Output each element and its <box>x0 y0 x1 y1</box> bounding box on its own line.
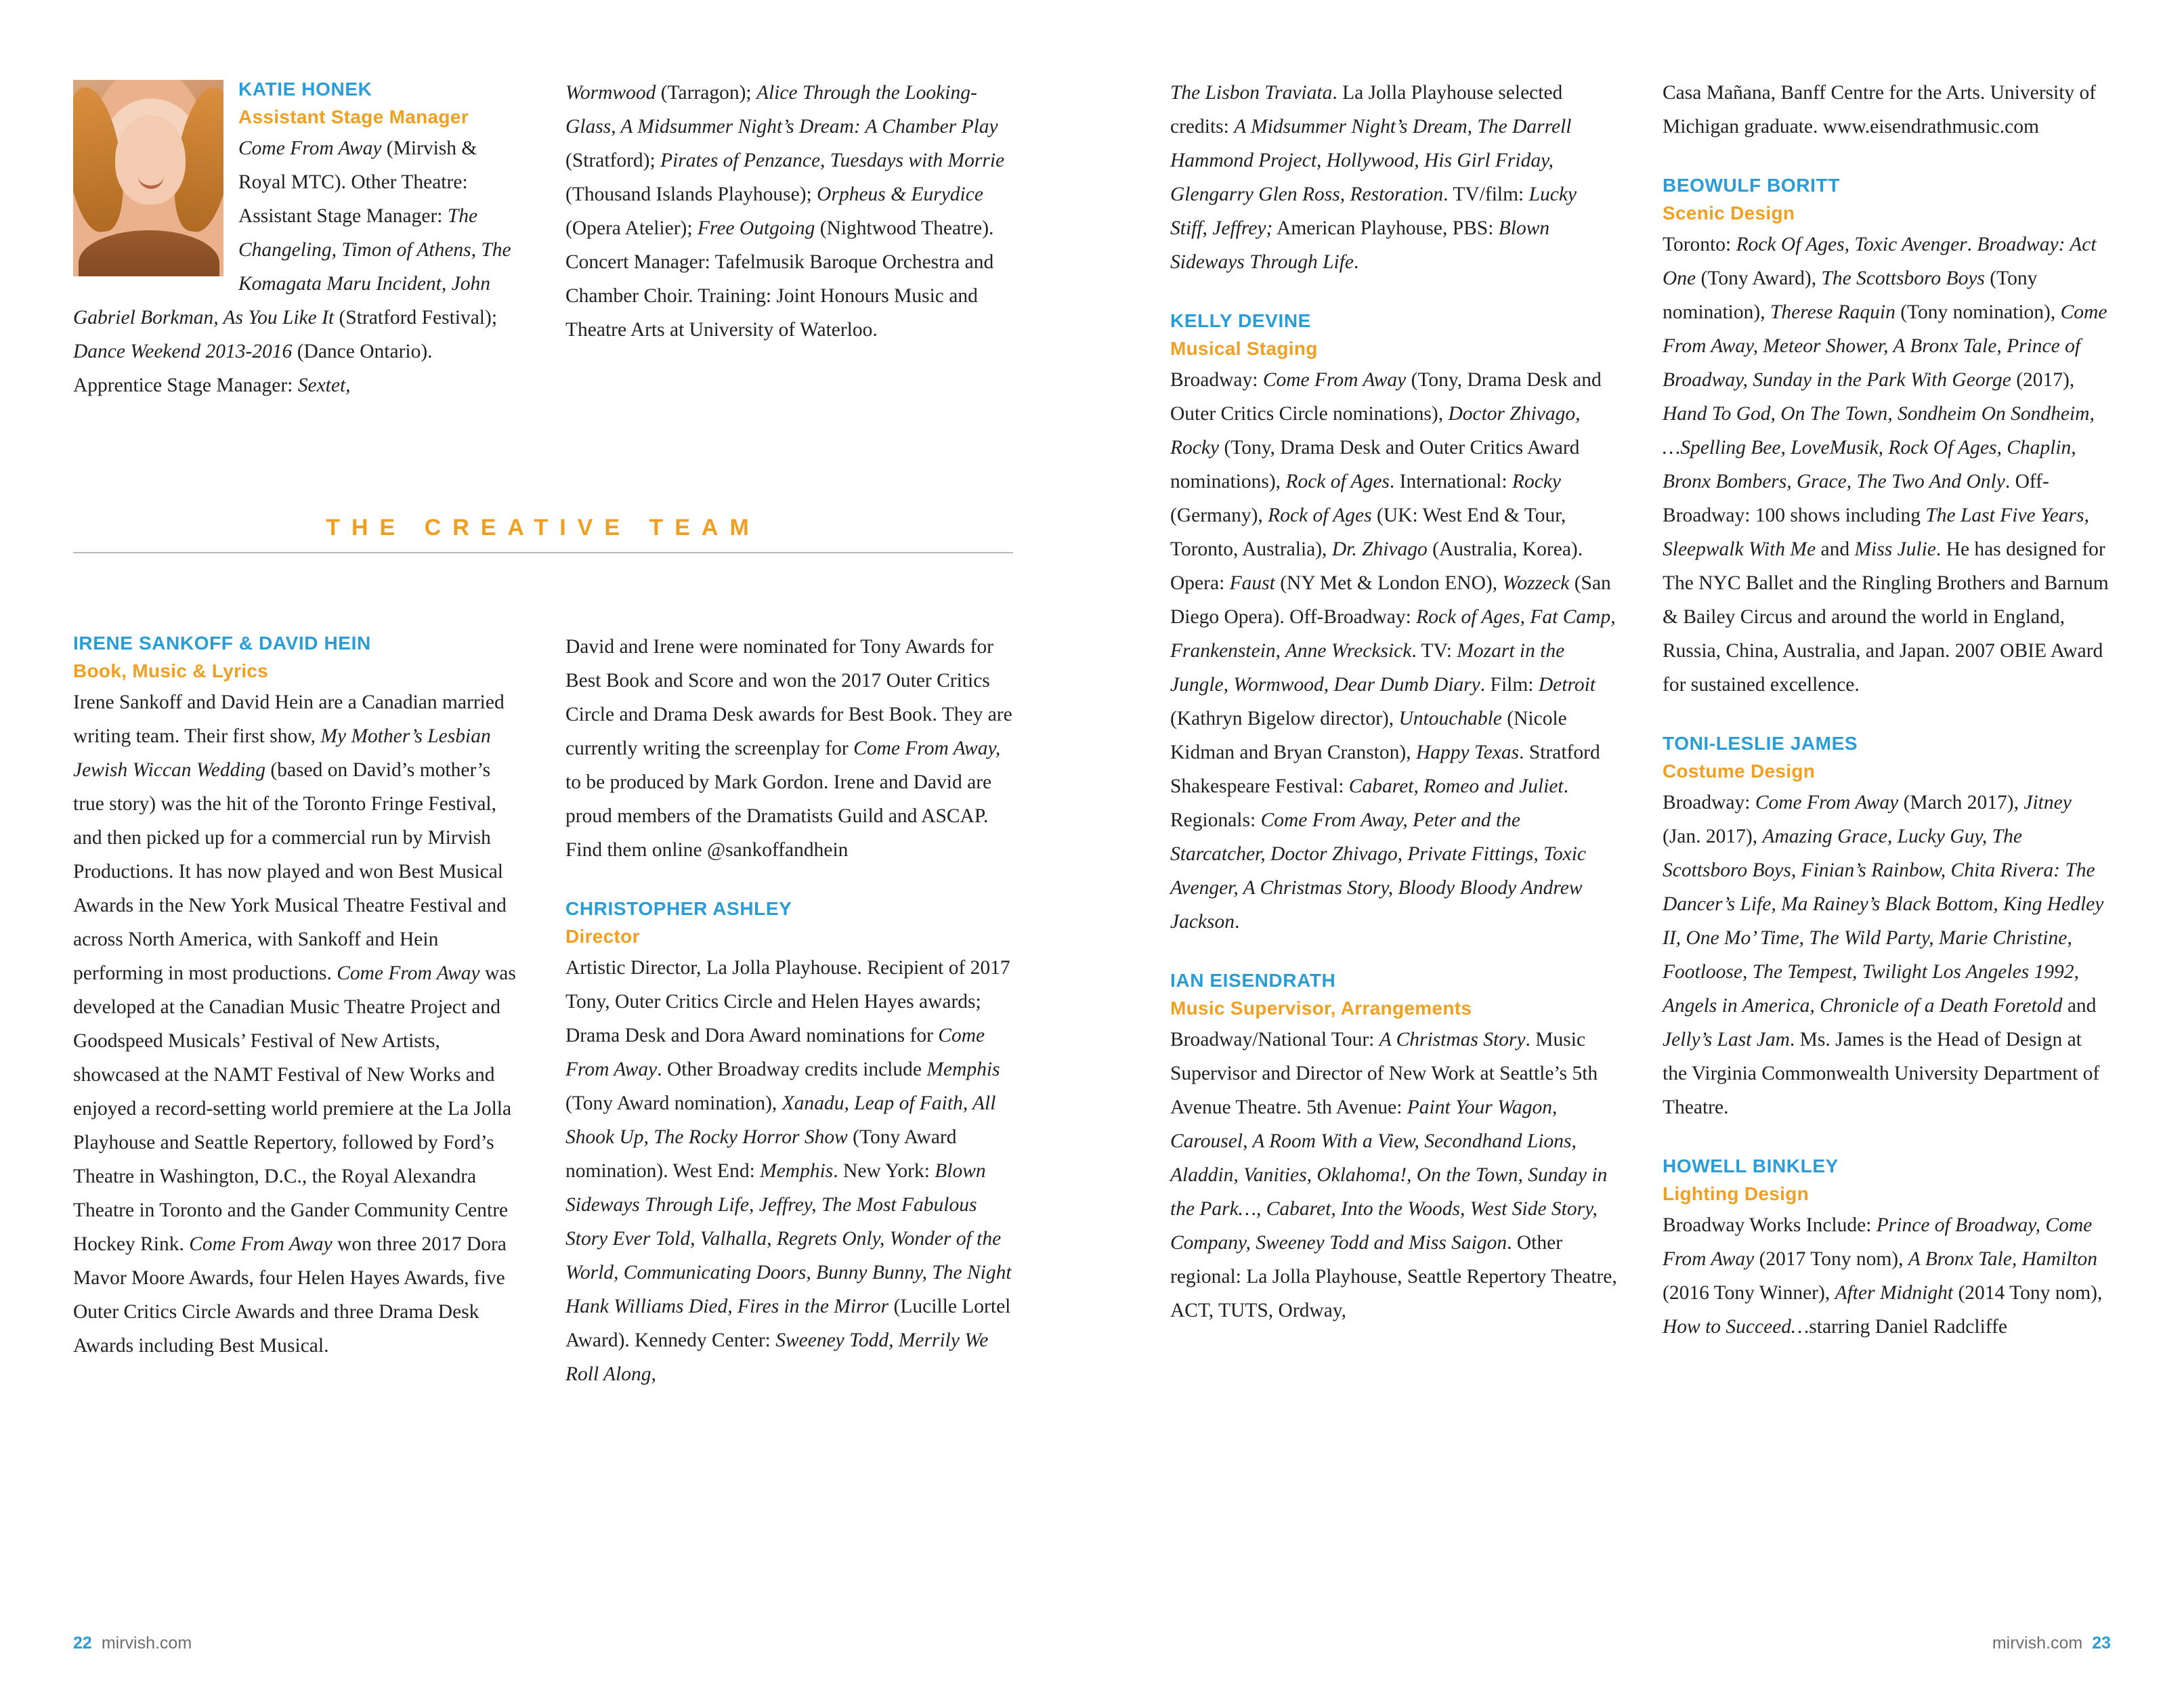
bio-body-ian-eisendrath: Broadway/National Tour: A Christmas Story. Music Supervisor and Director of New Work at Seattle’s 5th Avenue Theatre. 5th Avenue: Paint Your Wagon, Carousel, A Room With a View, Secondhand Lions, Aladdin, Vanities, Oklahoma!, On the Town, Sunday in the Park…, Cabaret, Into the Woods, West Side Story, Company, Sweeney Todd and Miss Saigon. Other regional: La Jolla Playhouse, Seattle Repertory Theatre, ACT, TUTS, Ordway, <box>1170 1029 1617 1321</box>
bio-body-christopher-ashley: Artistic Director, La Jolla Playhouse. Recipient of 2017 Tony, Outer Critics Circle and Helen Hayes awards; Drama Desk and Dora Award nominations for Come From Away. Other Broadway credits include Memphis (Tony Award nomination), Xanadu, Leap of Faith, All Shook Up, The Rocky Horror Show (Tony Award nomination). West End: Memphis. New York: Blown Sideways Through Life, Jeffrey, The Most Fabulous Story Ever Told, Valhalla, Regrets Only, Wonder of the World, Communicating Doors, Bunny Bunny, The Night Hank Williams Died, Fires in the Mirror (Lucille Lortel Award). Kennedy Center: Sweeney Todd, Merrily We Roll Along, <box>565 957 1012 1385</box>
page-number-right: 23 <box>2092 1634 2111 1653</box>
footer-right <box>1992 1634 2111 1653</box>
bio-name-christopher-ashley: CHRISTOPHER ASHLEY <box>565 898 792 919</box>
bio-name-sankoff-hein: IRENE SANKOFF & DAVID HEIN <box>73 633 371 654</box>
column-4 <box>1663 76 2110 1344</box>
bio-body-katie-honek: Come From Away (Mirvish & Royal MTC). Other Theatre: Assistant Stage Manager: The Changeling, Timon of Athens, The Komagata Maru Incident, John Gabriel Borkman, As You Like It (Stratford Festival); Dance Weekend 2013-2016 (Dance Ontario). Apprentice Stage Manager: Sextet, <box>73 137 511 396</box>
bio-role-ian-eisendrath: Music Supervisor, Arrangements <box>1170 998 1472 1019</box>
bio-role-sankoff-hein: Book, Music & Lyrics <box>73 660 269 681</box>
bio-body-toni-leslie-james: Broadway: Come From Away (March 2017), Jitney (Jan. 2017), Amazing Grace, Lucky Guy, The Scottsboro Boys, Finian’s Rainbow, Chita Rivera: The Dancer’s Life, Ma Rainey’s Black Bottom, King Hedley II, One Mo’ Time, The Wild Party, Marie Christine, Footloose, The Tempest, Twilight Los Angeles 1992, Angels in America, Chronicle of a Death Foretold and Jelly’s Last Jam. Ms. James is the Head of Design at the Virginia Commonwealth University Department of Theatre. <box>1663 792 2104 1118</box>
footer-left <box>73 1634 192 1653</box>
bio-body-ian-eisendrath-continued: Casa Mañana, Banff Centre for the Arts. University of Michigan graduate. www.eisendrathmusic.com <box>1663 82 2097 137</box>
bio-role-beowulf-boritt: Scenic Design <box>1663 203 1795 224</box>
bio-name-howell-binkley: HOWELL BINKLEY <box>1663 1155 1839 1176</box>
bio-name-kelly-devine: KELLY DEVINE <box>1170 310 1311 331</box>
footer-site-left: mirvish.com <box>101 1634 192 1653</box>
page-number-left: 22 <box>73 1634 92 1653</box>
section-divider <box>73 552 1013 553</box>
bio-body-beowulf-boritt: Toronto: Rock Of Ages, Toxic Avenger. Broadway: Act One (Tony Award), The Scottsboro Boys (Tony nomination), Therese Raquin (Tony nomination), Come From Away, Meteor Shower, A Bronx Tale, Prince of Broadway, Sunday in the Park With George (2017), Hand To God, On The Town, Sondheim On Sondheim, …Spelling Bee, LoveMusik, Rock Of Ages, Chaplin, Bronx Bombers, Grace, The Two And Only. Off-Broadway: 100 shows including The Last Five Years, Sleepwalk With Me and Miss Julie. He has designed for The NYC Ballet and the Ringling Brothers and Barnum & Bailey Circus and around the world in England, Russia, China, Australia, and Japan. 2007 OBIE Award for sustained excellence. <box>1663 234 2109 696</box>
bio-body-kelly-devine: Broadway: Come From Away (Tony, Drama Desk and Outer Critics Circle nominations), Doctor Zhivago, Rocky (Tony, Drama Desk and Outer Critics Award nominations), Rock of Ages. International: Rocky (Germany), Rock of Ages (UK: West End & Tour, Toronto, Australia), Dr. Zhivago (Australia, Korea). Opera: Faust (NY Met & London ENO), Wozzeck (San Diego Opera). Off-Broadway: Rock of Ages, Fat Camp, Frankenstein, Anne Wrecksick. TV: Mozart in the Jungle, Wormwood, Dear Dumb Diary. Film: Detroit (Kathryn Bigelow director), Untouchable (Nicole Kidman and Bryan Cranston), Happy Texas. Stratford Shakespeare Festival: Cabaret, Romeo and Juliet. Regionals: Come From Away, Peter and the Starcatcher, Doctor Zhivago, Private Fittings, Toxic Avenger, A Christmas Story, Bloody Bloody Andrew Jackson. <box>1170 369 1616 933</box>
column-2 <box>565 76 1012 347</box>
column-creative-a <box>73 630 520 1363</box>
bio-role-howell-binkley: Lighting Design <box>1663 1183 1810 1204</box>
bio-role-toni-leslie-james: Costume Design <box>1663 761 1816 782</box>
section-title-text: THE CREATIVE TEAM <box>326 515 761 540</box>
footer-site-right: mirvish.com <box>1992 1634 2083 1653</box>
bio-body-sankoff-hein-continued: David and Irene were nominated for Tony Awards for Best Book and Score and won the 2017 Outer Critics Circle and Drama Desk awards for Best Book. They are currently writing the screenplay for Come From Away, to be produced by Mark Gordon. Irene and David are proud members of the Dramatists Guild and ASCAP. Find them online @sankoffandhein <box>565 636 1012 861</box>
bio-name-beowulf-boritt: BEOWULF BORITT <box>1663 175 1840 196</box>
avatar-katie-honek <box>73 80 223 276</box>
bio-role-kelly-devine: Musical Staging <box>1170 338 1318 359</box>
section-heading-creative-team <box>73 515 1013 553</box>
bio-role-christopher-ashley: Director <box>565 926 640 947</box>
column-3 <box>1170 76 1617 1327</box>
bio-name-katie-honek: KATIE HONEK <box>238 79 372 100</box>
bio-body-howell-binkley: Broadway Works Include: Prince of Broadway, Come From Away (2017 Tony nom), A Bronx Tale, Hamilton (2016 Tony Winner), After Midnight (2014 Tony nom), How to Succeed…starring Daniel Radcliffe <box>1663 1214 2103 1338</box>
column-1 <box>73 76 520 402</box>
bio-body-katie-honek-continued: Wormwood (Tarragon); Alice Through the Looking-Glass, A Midsummer Night’s Dream: A Chamber Play (Stratford); Pirates of Penzance, Tuesdays with Morrie (Thousand Islands Playhouse); Orpheus & Eurydice (Opera Atelier); Free Outgoing (Nightwood Theatre). Concert Manager: Tafelmusik Baroque Orchestra and Chamber Choir. Training: Joint Honours Music and Theatre Arts at University of Waterloo. <box>565 82 1005 341</box>
column-creative-b <box>565 630 1012 1391</box>
bio-body-sankoff-hein: Irene Sankoff and David Hein are a Canadian married writing team. Their first show, My Mother’s Lesbian Jewish Wiccan Wedding (based on David’s mother’s true story) was the hit of the Toronto Fringe Festival, and then picked up for a commercial run by Mirvish Productions. It has now played and won Best Musical Awards in the New York Musical Theatre Festival and across North America, with Sankoff and Hein performing in most productions. Come From Away was developed at the Canadian Music Theatre Project and Goodspeed Musicals’ Festival of New Artists, showcased at the NAMT Festival of New Works and enjoyed a record-setting world premiere at the La Jolla Playhouse and Seattle Repertory, followed by Ford’s Theatre in Washington, D.C., the Royal Alexandra Theatre in Toronto and the Gander Community Centre Hockey Rink. Come From Away won three 2017 Dora Mavor Moore Awards, four Helen Hayes Awards, five Outer Critics Circle Awards and three Drama Desk Awards including Best Musical. <box>73 692 516 1357</box>
bio-name-ian-eisendrath: IAN EISENDRATH <box>1170 970 1336 991</box>
bio-role-katie-honek: Assistant Stage Manager <box>238 106 469 127</box>
bio-body-christopher-ashley-continued: The Lisbon Traviata. La Jolla Playhouse selected credits: A Midsummer Night’s Dream, The Darrell Hammond Project, Hollywood, His Girl Friday, Glengarry Glen Ross, Restoration. TV/film: Lucky Stiff, Jeffrey; American Playhouse, PBS: Blown Sideways Through Life. <box>1170 82 1577 273</box>
bio-name-toni-leslie-james: TONI-LESLIE JAMES <box>1663 733 1858 754</box>
